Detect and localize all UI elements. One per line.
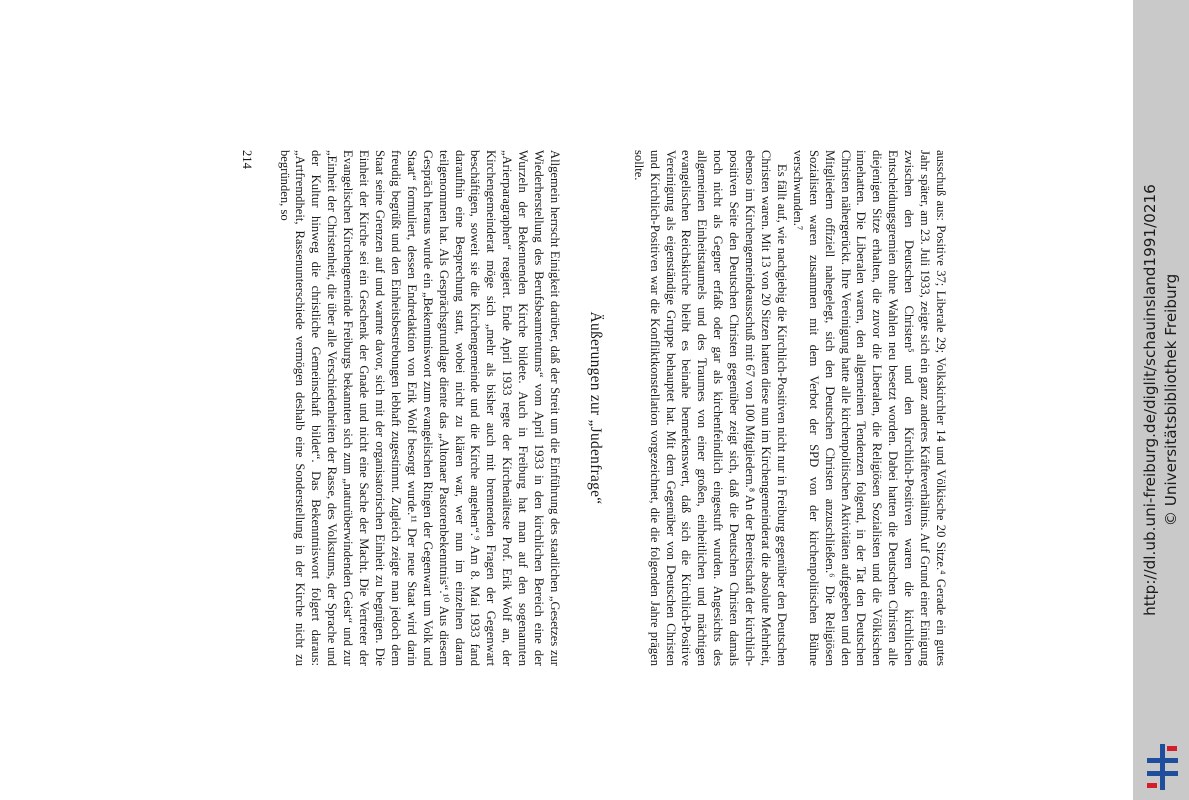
sidebar-text bbox=[1140, 10, 1182, 790]
paragraph-1: ausschuß aus: Positive 37; Liberale 29; Volkskirchler 14 und Völkische 20 Sitze.⁴ Gerade ein gutes Jahr später, am 23. Juli 1933, zeigte sich ein ganz anderes Kräfteverhältnis. Auf Grund einer Einigung zwischen den Deutschen Christen⁵ und den Kirchlich-Positiven waren die kirchlichen Entscheidungsgremien ohne Wahlen neu besetzt worden. Dabei hatten die Deutschen Christen alle diejenigen Sitze erhalten, die zuvor die Liberalen, die Religiösen Sozialisten und die Völkischen innehatten. Die Liberalen waren, den allgemeinen Tendenzen folgend, in der Tat den Deutschen Christen nähergerückt. Ihre Vereinigung hatte alle kirchenpolitischen Aktivitäten aufgegeben und den Mitgliedern offiziell nahegelegt, sich den Deutschen Christen anzuschließen.⁶ Die Religiösen Sozialisten waren zusammen mit dem Verbot der SPD von der kirchenpolitischen Bühne verschwunden.⁷ bbox=[790, 150, 948, 666]
paragraph-3: Allgemein herrscht Einigkeit darüber, daß der Streit um die Einführung des staatlichen „Gesetzes zur Wiederherstellung des Berufsbeamtentums“ vom April 1933 in den kirchlichen Bereich eine der Wurzeln der Bekennenden Kirche bildete. Auch in Freiburg hat man auf den sogenannten „Arierparagraphen“ reagiert. Ende April 1933 regte der Kirchenälteste Prof. Erik Wolf an, der Kirchengemeinderat möge sich „mehr als bisher auch mit brennenden Fragen der Gegenwart beschäftigen, soweit sie die Kirchengemeinde und die Kirche angehen“.⁹ Am 8. Mai 1933 fand daraufhin eine Besprechung statt, wobei nicht zu klären war, wer nun im einzelnen daran teilgenommen hat. Als Gesprächsgrundlage diente das „Altonaer Pastorenbekenntnis“.¹⁰ Aus diesem Gespräch heraus wurde ein „Bekenntniswort zum evangelischen Ringen der Gegenwart um Volk und Staat“ formuliert, dessen Endredaktion von Erik Wolf besorgt wurde.¹¹ Der neue Staat wird darin freudig begrüßt und den Einheitsbestrebungen lebhaft zugestimmt. Zugleich zeigte man jedoch dem Staat seine Grenzen auf und warnte davor, sich mit der organisatorischen Einheit zu begnügen. Die Einheit der Kirche sei ein Geschenk der Gnade und nicht eine Sache der Macht. Die Vertreter der Evangelischen Kirchengemeinde Freiburgs bekannten sich zum „naturüberwindenden Geist“ und zur „Einheit der Christenheit, die über alle Verschiedenheiten der Rasse, des Volkstums, der Sprache und der Kultur hinweg die christliche Gemeinschaft bildet“. Das Bekenntniswort folgert daraus: „Artfremdheit, Rassenunterschiede vermögen deshalb eine Sonderstellung in der Kirche nicht zu begründen, so bbox=[277, 150, 562, 666]
page-number: 214 bbox=[239, 150, 254, 169]
paragraph-2: Es fällt auf, wie nachgiebig die Kirchlich-Positiven nicht nur in Freiburg gegenüber den Deutschen Christen waren. Mit 13 von 20 Sitzen hatten diese nun im Kirchengemeinderat die absolute Mehrheit, ebenso im Kirchengemeindeausschuß mit 67 von 100 Mitgliedern.⁸ An der Bereitschaft der kirchlich-positiven Seite den Deutschen Christen gegenüber zeigt sich, daß die Deutschen Christen damals noch nicht als Gegner erfaßt oder gar als kirchenfeindlich eingestuft wurden. Angesichts des allgemeinen Einheitstaumels und des Traumes von einer großen, einheitlichen und mächtigen evangelischen Reichskirche bleibt es beinahe bemerkenswert, daß sich die Kirchlich-Positive Vereinigung als eigenständige Gruppe behauptet hat. Mit dem Gegenüber von Deutschen Christen und Kirchlich-Positiven war die Konfliktkonstellation vorgezeichnet, die die folgenden Jahre prägen sollte. bbox=[631, 150, 789, 666]
copyright-notice: © Universitätsbibliothek Freiburg bbox=[1162, 273, 1180, 527]
source-url-link[interactable]: http://dl.ub.uni-freiburg.de/diglit/schauinsland1991/0216 bbox=[1141, 184, 1159, 616]
library-logo-icon bbox=[1143, 742, 1183, 792]
document-page bbox=[188, 150, 948, 666]
section-heading: Äußerungen zur „Judenfrage“ bbox=[586, 311, 604, 505]
